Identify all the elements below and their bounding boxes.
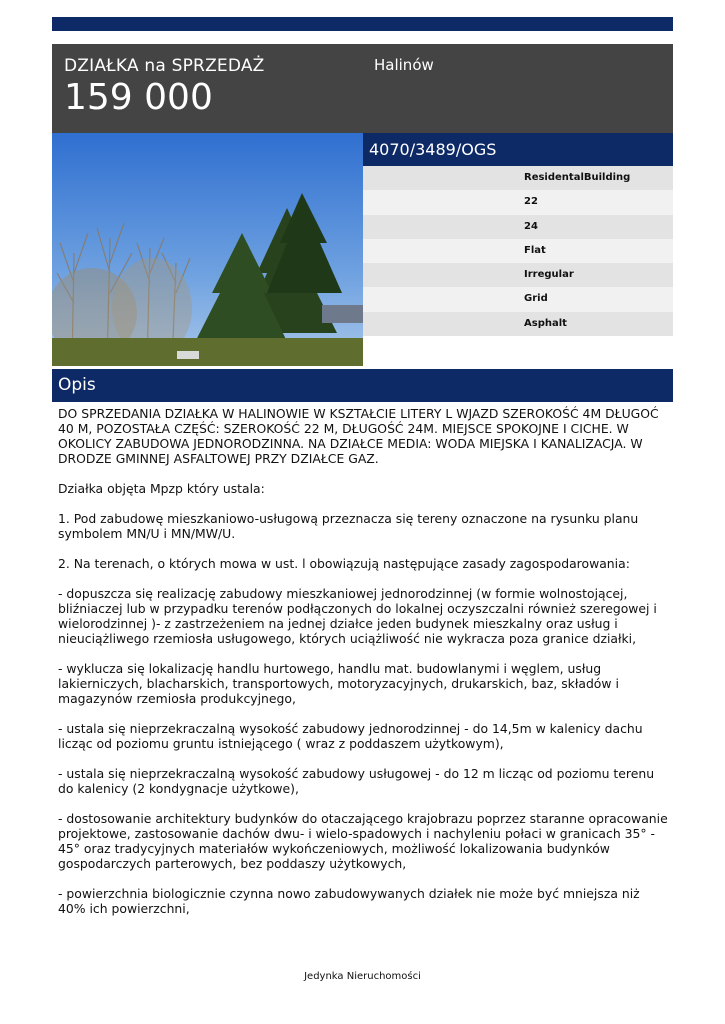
description-paragraph: 1. Pod zabudowę mieszkaniowo-usługową przeznacza się tereny oznaczone na rysunku planu symbolem MN/U i MN/MW/U. (58, 511, 639, 541)
property-attributes (363, 166, 673, 336)
listing-city: Halinów (374, 56, 434, 74)
footer-agency-name: Jedynka Nieruchomości (304, 971, 421, 982)
reference-number: 4070/3489/OGS (363, 133, 673, 166)
property-attribute-building-type: ResidentalBuilding (363, 166, 673, 190)
description-text (58, 406, 670, 931)
description-paragraph: - ustala się nieprzekraczalną wysokość zabudowy jednorodzinnej - do 14,5m w kalenicy dachu licząc od poziomu gruntu istniejącego ( wraz z poddaszem użytkowym), (58, 721, 643, 751)
property-attribute-length: 24 (363, 215, 673, 239)
listing-price: 159 000 (64, 77, 213, 118)
property-photo (52, 133, 363, 366)
description-paragraph: - dopuszcza się realizację zabudowy mieszkaniowej jednorodzinnej (w formie wolnostojącej, bliźniaczej lub w przypadku terenów podłączonych do lokalnej oczyszczalni również szeregowej i wielorodzinnej )- z zastrzeżeniem na jednej działce jeden budynek mieszkalny oraz usług i nieuciążliwego rzemiosła usługowego, których uciążliwość nie wykracza poza granice działki, (58, 586, 657, 646)
listing-header (52, 44, 673, 133)
listing-type: DZIAŁKA na SPRZEDAŻ (64, 56, 265, 76)
description-paragraph: - wyklucza się lokalizację handlu hurtowego, handlu mat. budowlanymi i węglem, usług lakierniczych, blacharskich, transportowych, motoryzacyjnych, drukarskich, baz, składów i magazynów rzemiosła produkcyjnego, (58, 661, 619, 706)
description-paragraph: - dostosowanie architektury budynków do otaczającego krajobrazu poprzez staranne opracowanie projektowe, zastosowanie dachów dwu- i wielo-spadowych i nachyleniu połaci w granicach 35° - 45° oraz tradycyjnych materiałów wykończeniowych, możliwość lokalizowania budynków gospodarczych parterowych, bez poddaszy użytkowych, (58, 811, 668, 871)
property-attribute-utilities: Grid (363, 287, 673, 311)
description-paragraph: 2. Na terenach, o których mowa w ust. l obowiązują następujące zasady zagospodarowania: (58, 556, 630, 571)
description-paragraph: - ustala się nieprzekraczalną wysokość zabudowy usługowej - do 12 m licząc od poziomu terenu do kalenicy (2 kondygnacje użytkowe), (58, 766, 655, 796)
property-attribute-terrain: Flat (363, 239, 673, 263)
description-paragraph: Działka objęta Mpzp który ustala: (58, 481, 265, 496)
property-attribute-road: Asphalt (363, 312, 673, 336)
property-attribute-shape: Irregular (363, 263, 673, 287)
property-attribute-width: 22 (363, 190, 673, 214)
description-paragraph: DO SPRZEDANIA DZIAŁKA W HALINOWIE W KSZTAŁCIE LITERY L WJAZD SZEROKOŚĆ 4M DŁUGOĆ 40 M, POZOSTAŁA CZĘŚĆ: SZEROKOŚĆ 22 M, DŁUGOŚĆ 24M. MIEJSCE SPOKOJNE I CICHE. W OKOLICY ZABUDOWA JEDNORODZINNA. NA DZIAŁCE MEDIA: WODA MIEJSKA I KANALIZACJA. W DRODZE GMINNEJ ASFALTOWEJ PRZY DZIAŁCE GAZ. (58, 406, 659, 466)
description-paragraph: - powierzchnia biologicznie czynna nowo zabudowywanych działek nie może być mniejsza niż 40% ich powierzchni, (58, 886, 640, 916)
section-title: Opis (52, 369, 673, 402)
property-photo-image (52, 133, 363, 366)
top-accent-bar (52, 17, 673, 31)
